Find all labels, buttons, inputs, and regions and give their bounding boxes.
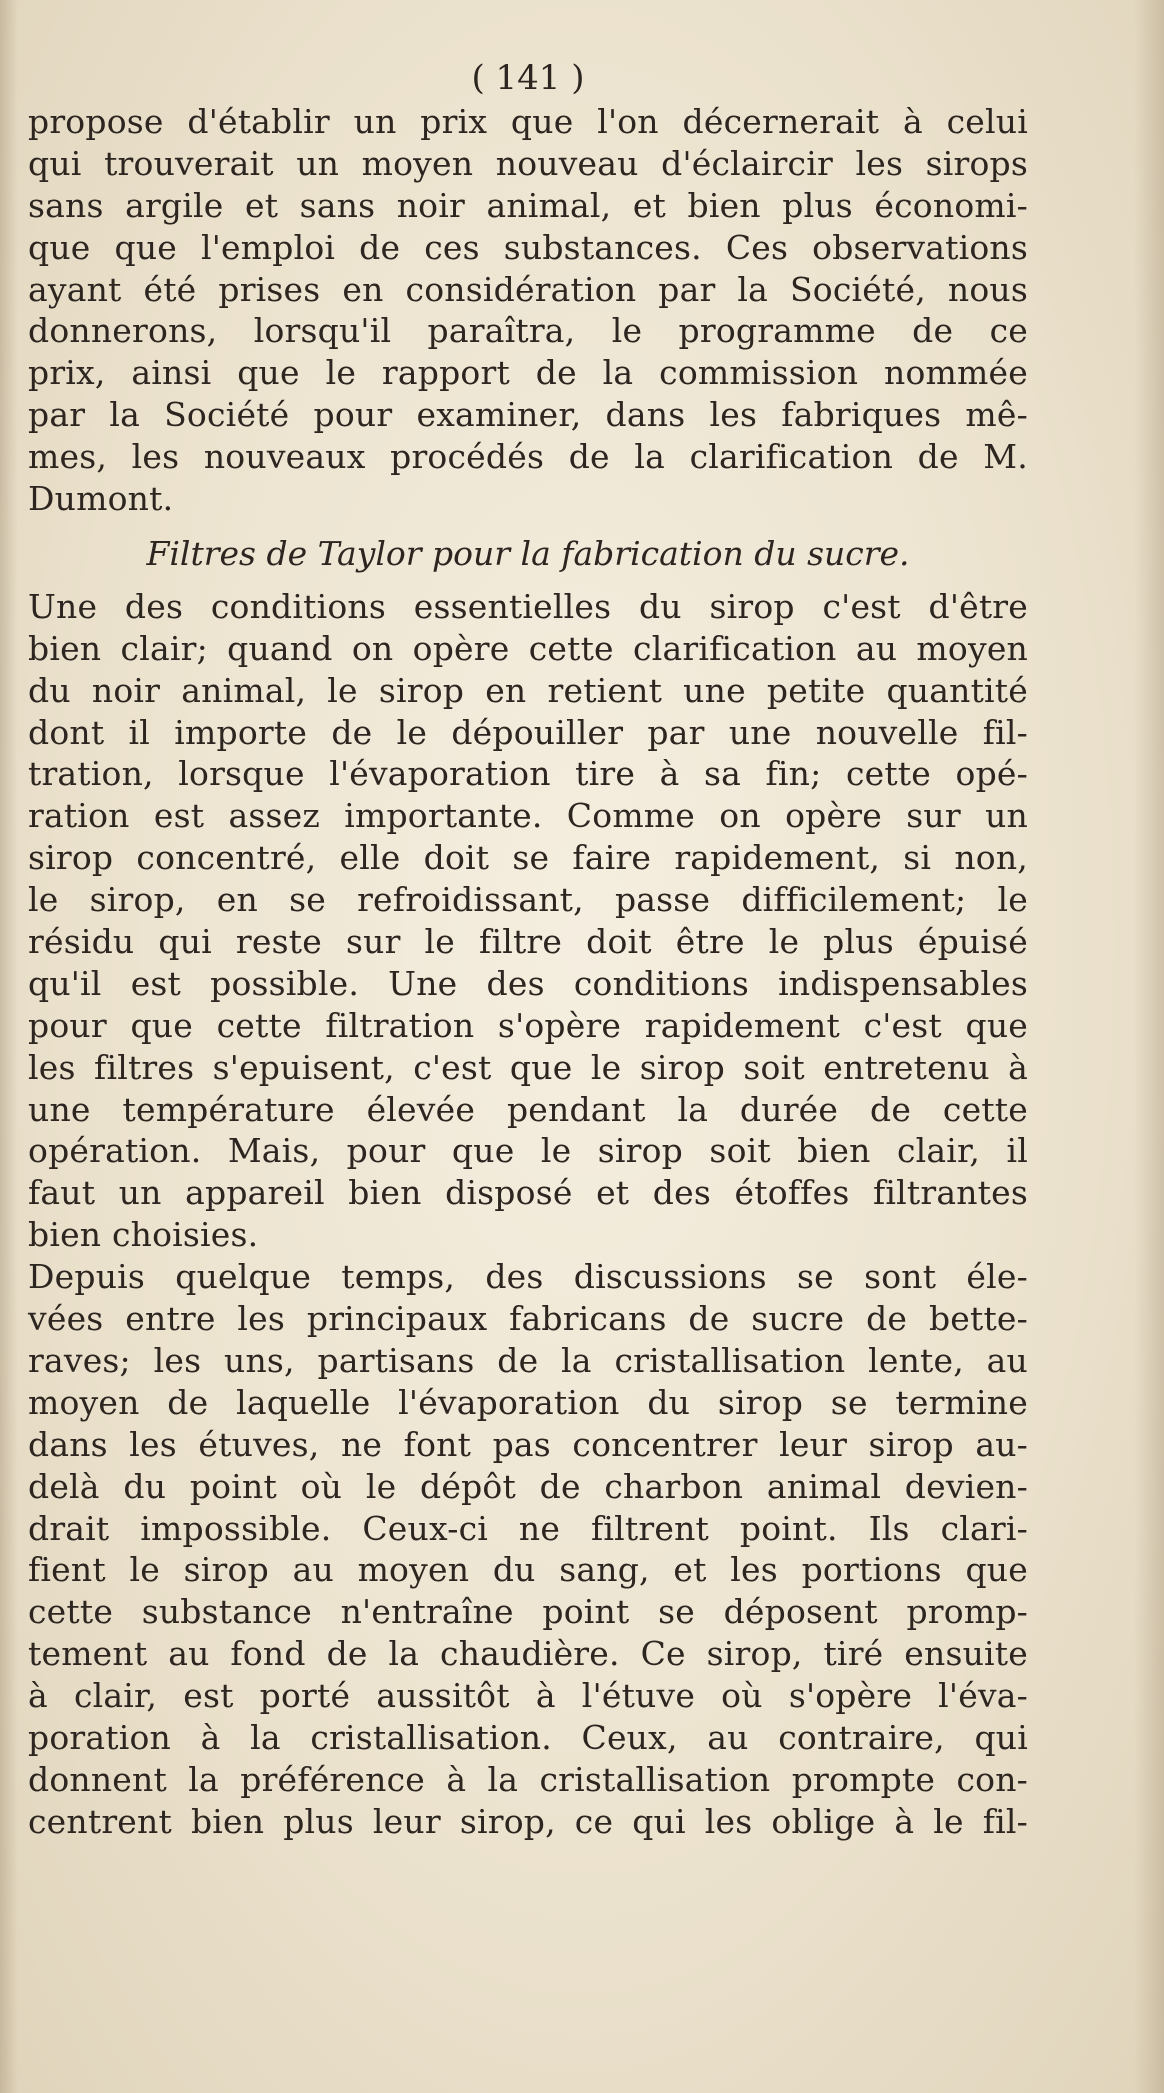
text-line: les filtres s'epuisent, c'est que le sirop soit entretenu à — [28, 1047, 1028, 1087]
paragraph-3 — [28, 1256, 1028, 1842]
text-line: à clair, est porté aussitôt à l'étuve où s'opère l'éva- — [28, 1676, 1028, 1716]
text-line: Dumont. — [28, 479, 174, 519]
text-line: dans les étuves, ne font pas concentrer leur sirop au- — [28, 1424, 1028, 1464]
text-line: raves; les uns, partisans de la cristallisation lente, au — [28, 1340, 1028, 1380]
paragraph-2 — [28, 586, 1028, 1256]
text-line: moyen de laquelle l'évaporation du sirop se termine — [28, 1382, 1028, 1422]
text-line: Une des conditions essentielles du sirop c'est d'être — [28, 586, 1028, 626]
text-line: du noir animal, le sirop en retient une petite quantité — [28, 670, 1028, 710]
text-line: drait impossible. Ceux-ci ne filtrent point. Ils clari- — [28, 1508, 1028, 1548]
section-title: Filtres de Taylor pour la fabrication du sucre. — [146, 533, 910, 573]
text-line: sirop concentré, elle doit se faire rapidement, si non, — [28, 838, 1028, 878]
text-line: cette substance n'entraîne point se déposent promp- — [28, 1592, 1028, 1632]
text-line: vées entre les principaux fabricans de sucre de bette- — [28, 1299, 1028, 1339]
text-line: par la Société pour examiner, dans les fabriques mê- — [28, 395, 1028, 435]
text-line: faut un appareil bien disposé et des étoffes filtrantes — [28, 1173, 1028, 1213]
text-line: qui trouverait un moyen nouveau d'éclaircir les sirops — [28, 143, 1028, 183]
paragraph-1 — [28, 101, 1028, 520]
text-line: dont il importe de le dépouiller par une nouvelle fil- — [28, 712, 1028, 752]
text-line: tration, lorsque l'évaporation tire à sa fin; cette opé- — [28, 754, 1028, 794]
text-line: une température élevée pendant la durée de cette — [28, 1089, 1028, 1129]
text-line: delà du point où le dépôt de charbon animal devien- — [28, 1466, 1028, 1506]
page-right-shadow — [1134, 0, 1164, 2093]
text-line: bien clair; quand on opère cette clarification au moyen — [28, 628, 1028, 668]
page-number: ( 141 ) — [471, 58, 585, 98]
text-line: propose d'établir un prix que l'on décernerait à celui — [28, 102, 1028, 141]
text-line: Depuis quelque temps, des discussions se sont éle- — [28, 1257, 1028, 1297]
text-line: mes, les nouveaux procédés de la clarification de M. — [28, 437, 1028, 477]
text-line: opération. Mais, pour que le sirop soit bien clair, il — [28, 1131, 1028, 1171]
text-line: bien choisies. — [28, 1215, 259, 1255]
text-line: tement au fond de la chaudière. Ce sirop, tiré ensuite — [28, 1634, 1028, 1674]
text-line: donnerons, lorsqu'il paraîtra, le programme de ce — [28, 311, 1028, 351]
text-line: poration à la cristallisation. Ceux, au contraire, qui — [28, 1717, 1028, 1757]
text-line: ayant été prises en considération par la Société, nous — [28, 269, 1028, 309]
text-line: centrent bien plus leur sirop, ce qui les oblige à le fil- — [28, 1801, 1028, 1841]
text-line: prix, ainsi que le rapport de la commission nommée — [28, 353, 1028, 393]
text-line: qu'il est possible. Une des conditions indispensables — [28, 963, 1028, 1003]
text-line: fient le sirop au moyen du sang, et les portions que — [28, 1550, 1028, 1590]
text-line: pour que cette filtration s'opère rapidement c'est que — [28, 1005, 1028, 1045]
text-line: résidu qui reste sur le filtre doit être le plus épuisé — [28, 922, 1028, 962]
text-line: que que l'emploi de ces substances. Ces observations — [28, 227, 1028, 267]
text-line: sans argile et sans noir animal, et bien plus économi- — [28, 185, 1028, 225]
text-line: ration est assez importante. Comme on opère sur un — [28, 796, 1028, 836]
text-line: le sirop, en se refroidissant, passe difficilement; le — [28, 880, 1028, 920]
text-block — [28, 55, 1028, 1843]
page-left-shadow — [0, 0, 18, 2093]
text-line: donnent la préférence à la cristallisation prompte con- — [28, 1759, 1028, 1799]
